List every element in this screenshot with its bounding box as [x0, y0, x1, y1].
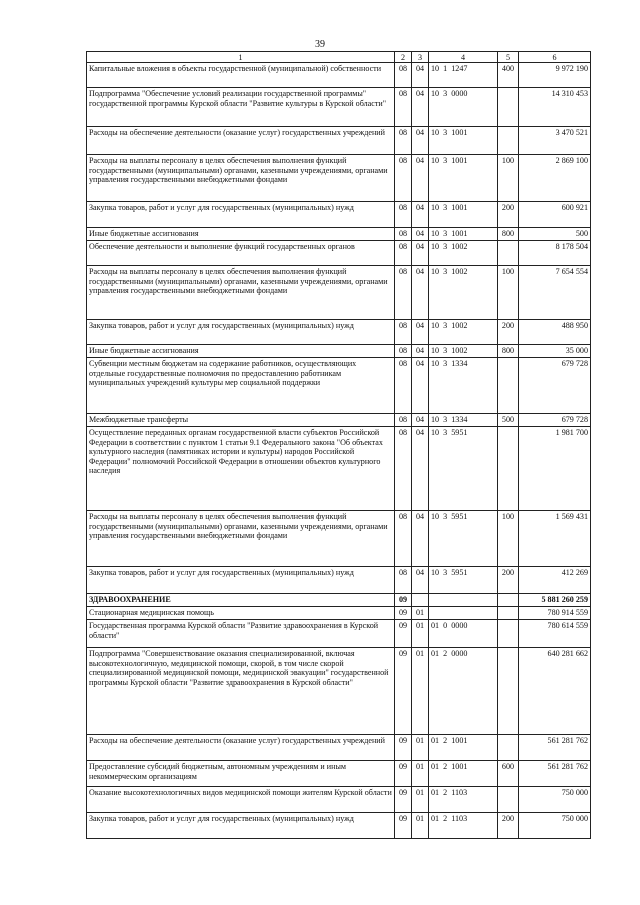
table-row: [87, 88, 591, 127]
subsection-code-cell: [412, 594, 429, 607]
header-cell: 3: [412, 52, 429, 63]
amount-cell: 679 728: [519, 358, 591, 414]
amount-cell: 679 728: [519, 414, 591, 427]
header-cell: 6: [519, 52, 591, 63]
amount-cell: 8 178 504: [519, 241, 591, 266]
expense-type-cell: [498, 648, 519, 735]
row-name-cell: Межбюджетные трансферты: [87, 414, 395, 427]
subsection-code-cell: 04: [412, 202, 429, 228]
table-row: [87, 63, 591, 88]
row-name-cell: Расходы на выплаты персоналу в целях обеспечения выполнения функций государственными (муниципальными) органами, казенными учреждениями, органами управления государственными внебюджетными фондами: [87, 511, 395, 567]
target-article-cell: 01 2 1103: [429, 813, 498, 839]
row-name-cell: Иные бюджетные ассигнования: [87, 345, 395, 358]
table-row: [87, 567, 591, 594]
row-name-cell: Предоставление субсидий бюджетным, автономным учреждениям и иным некоммерческим организациям: [87, 761, 395, 787]
section-code-cell: 08: [395, 414, 412, 427]
expense-type-cell: 200: [498, 202, 519, 228]
subsection-code-cell: 04: [412, 266, 429, 320]
target-article-cell: 10 3 1334: [429, 358, 498, 414]
subsection-code-cell: 04: [412, 155, 429, 202]
subsection-code-cell: 04: [412, 358, 429, 414]
amount-cell: 561 281 762: [519, 761, 591, 787]
row-name-cell: Расходы на выплаты персоналу в целях обеспечения выполнения функций государственными (муниципальными) органами, казенными учреждениями, органами управления государственными внебюджетными фондами: [87, 266, 395, 320]
header-cell: 4: [429, 52, 498, 63]
section-code-cell: 08: [395, 88, 412, 127]
section-code-cell: 08: [395, 228, 412, 241]
section-code-cell: 08: [395, 567, 412, 594]
row-name-cell: Осуществление переданных органам государственной власти субъектов Российской Федерации в соответствии с пунктом 1 статьи 9.1 Федерального закона "Об объектах культурного наследия (памятниках истории и культуры) народов Российской Федерации" полномочий Российской Федерации в отношении объектов культурного наследия: [87, 427, 395, 511]
table-row: [87, 358, 591, 414]
expense-type-cell: [498, 358, 519, 414]
target-article-cell: 01 2 1001: [429, 735, 498, 761]
amount-cell: 750 000: [519, 787, 591, 813]
expense-type-cell: 800: [498, 345, 519, 358]
subsection-code-cell: 04: [412, 345, 429, 358]
amount-cell: 7 654 554: [519, 266, 591, 320]
section-code-cell: 08: [395, 266, 412, 320]
row-name-cell: Государственная программа Курской области "Развитие здравоохранения в Курской области": [87, 620, 395, 648]
table-row: [87, 735, 591, 761]
expense-type-cell: [498, 427, 519, 511]
table-row: [87, 127, 591, 155]
row-name-cell: Закупка товаров, работ и услуг для государственных (муниципальных) нужд: [87, 567, 395, 594]
expense-type-cell: [498, 787, 519, 813]
row-name-cell: Субвенции местным бюджетам на содержание работников, осуществляющих отдельные государственные полномочия по предоставлению работникам муниципальных учреждений культуры мер социальной поддержки: [87, 358, 395, 414]
subsection-code-cell: 04: [412, 511, 429, 567]
table-row: [87, 761, 591, 787]
expense-type-cell: 200: [498, 813, 519, 839]
row-name-cell: Иные бюджетные ассигнования: [87, 228, 395, 241]
row-name-cell: Расходы на выплаты персоналу в целях обеспечения выполнения функций государственными (муниципальными) органами, казенными учреждениями, органами управления государственными внебюджетными фондами: [87, 155, 395, 202]
row-name-cell: Расходы на обеспечение деятельности (оказание услуг) государственных учреждений: [87, 127, 395, 155]
expense-type-cell: 100: [498, 266, 519, 320]
table-row: [87, 787, 591, 813]
row-name-cell: Капитальные вложения в объекты государственной (муниципальной) собственности: [87, 63, 395, 88]
section-code-cell: 09: [395, 607, 412, 620]
section-code-cell: 08: [395, 427, 412, 511]
amount-cell: 1 981 700: [519, 427, 591, 511]
subsection-code-cell: 04: [412, 127, 429, 155]
target-article-cell: 01 2 1103: [429, 787, 498, 813]
expense-type-cell: 600: [498, 761, 519, 787]
subsection-code-cell: 04: [412, 567, 429, 594]
expense-type-cell: [498, 241, 519, 266]
row-name-cell: Закупка товаров, работ и услуг для государственных (муниципальных) нужд: [87, 202, 395, 228]
section-code-cell: 09: [395, 648, 412, 735]
section-code-cell: 08: [395, 155, 412, 202]
table-row: [87, 511, 591, 567]
row-name-cell: Подпрограмма "Обеспечение условий реализации государственной программы" государственной программы Курской области "Развитие культуры в Курской области": [87, 88, 395, 127]
subsection-code-cell: 01: [412, 607, 429, 620]
target-article-cell: 10 3 1001: [429, 127, 498, 155]
section-code-cell: 08: [395, 511, 412, 567]
section-code-cell: 09: [395, 594, 412, 607]
amount-cell: 561 281 762: [519, 735, 591, 761]
subsection-code-cell: 04: [412, 414, 429, 427]
expense-type-cell: [498, 594, 519, 607]
section-code-cell: 09: [395, 813, 412, 839]
subsection-code-cell: 01: [412, 761, 429, 787]
expense-type-cell: 800: [498, 228, 519, 241]
subsection-code-cell: 04: [412, 63, 429, 88]
expense-type-cell: [498, 88, 519, 127]
subsection-code-cell: 01: [412, 813, 429, 839]
subsection-code-cell: 04: [412, 241, 429, 266]
amount-cell: 750 000: [519, 813, 591, 839]
expense-type-cell: 200: [498, 320, 519, 345]
target-article-cell: 10 3 1334: [429, 414, 498, 427]
subsection-code-cell: 04: [412, 228, 429, 241]
section-code-cell: 08: [395, 320, 412, 345]
row-name-cell: Оказание высокотехнологичных видов медицинской помощи жителям Курской области: [87, 787, 395, 813]
target-article-cell: 10 3 0000: [429, 88, 498, 127]
section-code-cell: 09: [395, 620, 412, 648]
subsection-code-cell: 04: [412, 320, 429, 345]
table-header-row: [87, 52, 591, 63]
row-name-cell: Расходы на обеспечение деятельности (оказание услуг) государственных учреждений: [87, 735, 395, 761]
target-article-cell: 01 2 0000: [429, 648, 498, 735]
table-row: [87, 648, 591, 735]
table-row: [87, 427, 591, 511]
expense-type-cell: 400: [498, 63, 519, 88]
expense-type-cell: [498, 127, 519, 155]
expense-type-cell: [498, 620, 519, 648]
section-code-cell: 09: [395, 787, 412, 813]
target-article-cell: 10 1 1247: [429, 63, 498, 88]
subsection-code-cell: 01: [412, 648, 429, 735]
target-article-cell: 01 0 0000: [429, 620, 498, 648]
amount-cell: 35 000: [519, 345, 591, 358]
target-article-cell: 10 3 5951: [429, 567, 498, 594]
table-row: [87, 202, 591, 228]
target-article-cell: 10 3 1001: [429, 202, 498, 228]
target-article-cell: [429, 607, 498, 620]
amount-cell: 780 614 559: [519, 620, 591, 648]
section-code-cell: 08: [395, 345, 412, 358]
section-code-cell: 09: [395, 735, 412, 761]
table-row: [87, 414, 591, 427]
subsection-code-cell: 01: [412, 620, 429, 648]
table-row: [87, 620, 591, 648]
table-row: [87, 594, 591, 607]
expense-type-cell: 200: [498, 567, 519, 594]
row-name-cell: Закупка товаров, работ и услуг для государственных (муниципальных) нужд: [87, 813, 395, 839]
table-row: [87, 607, 591, 620]
subsection-code-cell: 04: [412, 427, 429, 511]
target-article-cell: 10 3 5951: [429, 427, 498, 511]
table-row: [87, 345, 591, 358]
budget-table: [86, 51, 591, 839]
row-name-cell: ЗДРАВООХРАНЕНИЕ: [87, 594, 395, 607]
section-code-cell: 08: [395, 202, 412, 228]
row-name-cell: Закупка товаров, работ и услуг для государственных (муниципальных) нужд: [87, 320, 395, 345]
header-cell: 5: [498, 52, 519, 63]
amount-cell: 5 881 260 259: [519, 594, 591, 607]
amount-cell: 9 972 190: [519, 63, 591, 88]
amount-cell: 2 869 100: [519, 155, 591, 202]
amount-cell: 640 281 662: [519, 648, 591, 735]
amount-cell: 500: [519, 228, 591, 241]
target-article-cell: 10 3 1001: [429, 155, 498, 202]
page-number: 39: [315, 39, 325, 50]
table-row: [87, 155, 591, 202]
amount-cell: 780 914 559: [519, 607, 591, 620]
row-name-cell: Подпрограмма "Совершенствование оказания специализированной, включая высокотехнологичную, медицинской помощи, скорой, в том числе скорой специализированной медицинской помощи, медицинской эвакуации" государственной программы Курской области "Развитие здравоохранения в Курской области": [87, 648, 395, 735]
table-body: [87, 52, 591, 839]
target-article-cell: 01 2 1001: [429, 761, 498, 787]
section-code-cell: 08: [395, 63, 412, 88]
header-cell: 2: [395, 52, 412, 63]
subsection-code-cell: 01: [412, 735, 429, 761]
table-row: [87, 320, 591, 345]
subsection-code-cell: 04: [412, 88, 429, 127]
target-article-cell: [429, 594, 498, 607]
amount-cell: 600 921: [519, 202, 591, 228]
target-article-cell: 10 3 5951: [429, 511, 498, 567]
amount-cell: 14 310 453: [519, 88, 591, 127]
expense-type-cell: 100: [498, 511, 519, 567]
table-row: [87, 228, 591, 241]
section-code-cell: 08: [395, 127, 412, 155]
amount-cell: 1 569 431: [519, 511, 591, 567]
expense-type-cell: 100: [498, 155, 519, 202]
target-article-cell: 10 3 1002: [429, 345, 498, 358]
expense-type-cell: 500: [498, 414, 519, 427]
target-article-cell: 10 3 1002: [429, 320, 498, 345]
table-row: [87, 266, 591, 320]
amount-cell: 3 470 521: [519, 127, 591, 155]
row-name-cell: Стационарная медицинская помощь: [87, 607, 395, 620]
amount-cell: 412 269: [519, 567, 591, 594]
section-code-cell: 08: [395, 241, 412, 266]
target-article-cell: 10 3 1002: [429, 241, 498, 266]
section-code-cell: 09: [395, 761, 412, 787]
table-row: [87, 241, 591, 266]
target-article-cell: 10 3 1002: [429, 266, 498, 320]
expense-type-cell: [498, 607, 519, 620]
section-code-cell: 08: [395, 358, 412, 414]
row-name-cell: Обеспечение деятельности и выполнение функций государственных органов: [87, 241, 395, 266]
target-article-cell: 10 3 1001: [429, 228, 498, 241]
expense-type-cell: [498, 735, 519, 761]
subsection-code-cell: 01: [412, 787, 429, 813]
header-cell: 1: [87, 52, 395, 63]
amount-cell: 488 950: [519, 320, 591, 345]
table-row: [87, 813, 591, 839]
